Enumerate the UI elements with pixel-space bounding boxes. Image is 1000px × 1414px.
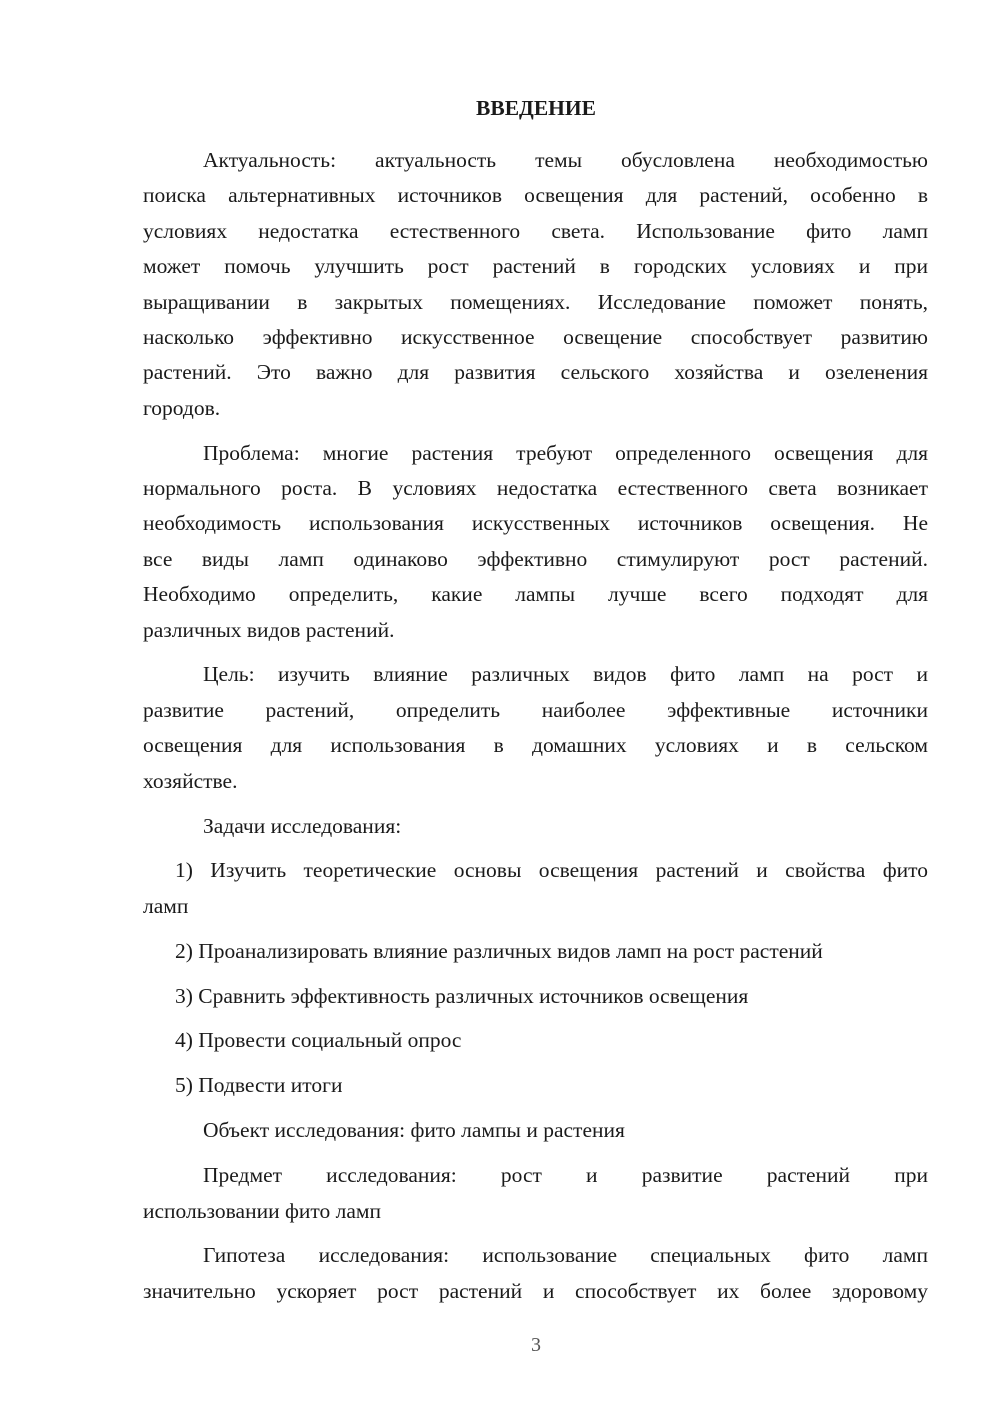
text-line: насколько эффективно искусственное освещение способствует развитию (143, 324, 928, 349)
paragraph (143, 1113, 928, 1148)
text-line: городов. (143, 395, 221, 420)
text-line: Проблема: многие растения требуют определенного освещения для (203, 440, 928, 465)
list-item (143, 934, 928, 969)
text-line: значительно ускоряет рост растений и способствует их более здоровому (143, 1278, 928, 1303)
paragraph (143, 1158, 928, 1229)
paragraph (143, 143, 928, 426)
text-line: Актуальность: актуальность темы обусловлена необходимостью (203, 148, 928, 172)
list-item (143, 1023, 928, 1058)
paragraph (143, 1238, 928, 1309)
paragraph (143, 436, 928, 648)
text-line: необходимость использования искусственных источников освещения. Не (143, 511, 928, 536)
list-item (143, 1068, 928, 1103)
text-line: хозяйстве. (143, 768, 238, 793)
text-line: 1) Изучить теоретические основы освещения растений и свойства фито (175, 858, 928, 883)
section-title: ВВЕДЕНИЕ (476, 96, 596, 120)
document-body (143, 143, 928, 1319)
text-line: Цель: изучить влияние различных видов фито ламп на рост и (203, 662, 928, 687)
paragraph (143, 657, 928, 799)
paragraph (143, 809, 928, 844)
text-line: нормального роста. В условиях недостатка естественного света возникает (143, 476, 928, 501)
text-line: растений. Это важно для развития сельского хозяйства и озеленения (143, 360, 928, 385)
text-line: ламп (143, 893, 189, 918)
text-line: Необходимо определить, какие лампы лучше всего подходят для (143, 582, 928, 607)
text-line: Гипотеза исследования: использование специальных фито ламп (203, 1243, 928, 1268)
page-number: 3 (531, 1334, 541, 1356)
text-line: Объект исследования: фито лампы и растения (203, 1118, 625, 1143)
text-line: все виды ламп одинаково эффективно стимулируют рост растений. (143, 546, 928, 571)
text-line: 2) Проанализировать влияние различных видов ламп на рост растений (175, 938, 823, 963)
list-item (143, 853, 928, 924)
text-line: развитие растений, определить наиболее эффективные источники (143, 697, 928, 722)
text-line: поиска альтернативных источников освещения для растений, особенно в (143, 183, 928, 208)
text-line: освещения для использования в домашних условиях и в сельском (143, 733, 928, 758)
text-line: условиях недостатка естественного света. Использование фито ламп (143, 218, 928, 243)
text-line: различных видов растений. (143, 617, 395, 642)
text-line: 4) Провести социальный опрос (175, 1028, 462, 1053)
text-line: выращивании в закрытых помещениях. Исследование поможет понять, (143, 289, 928, 314)
text-line: может помочь улучшить рост растений в городских условиях и при (143, 254, 928, 279)
text-line: Предмет исследования: рост и развитие растений при (203, 1163, 928, 1188)
text-line: использовании фито ламп (143, 1198, 382, 1223)
text-line: 5) Подвести итоги (175, 1073, 343, 1098)
list-item (143, 979, 928, 1014)
text-line: Задачи исследования: (203, 813, 402, 838)
text-line: 3) Сравнить эффективность различных источников освещения (175, 983, 749, 1008)
